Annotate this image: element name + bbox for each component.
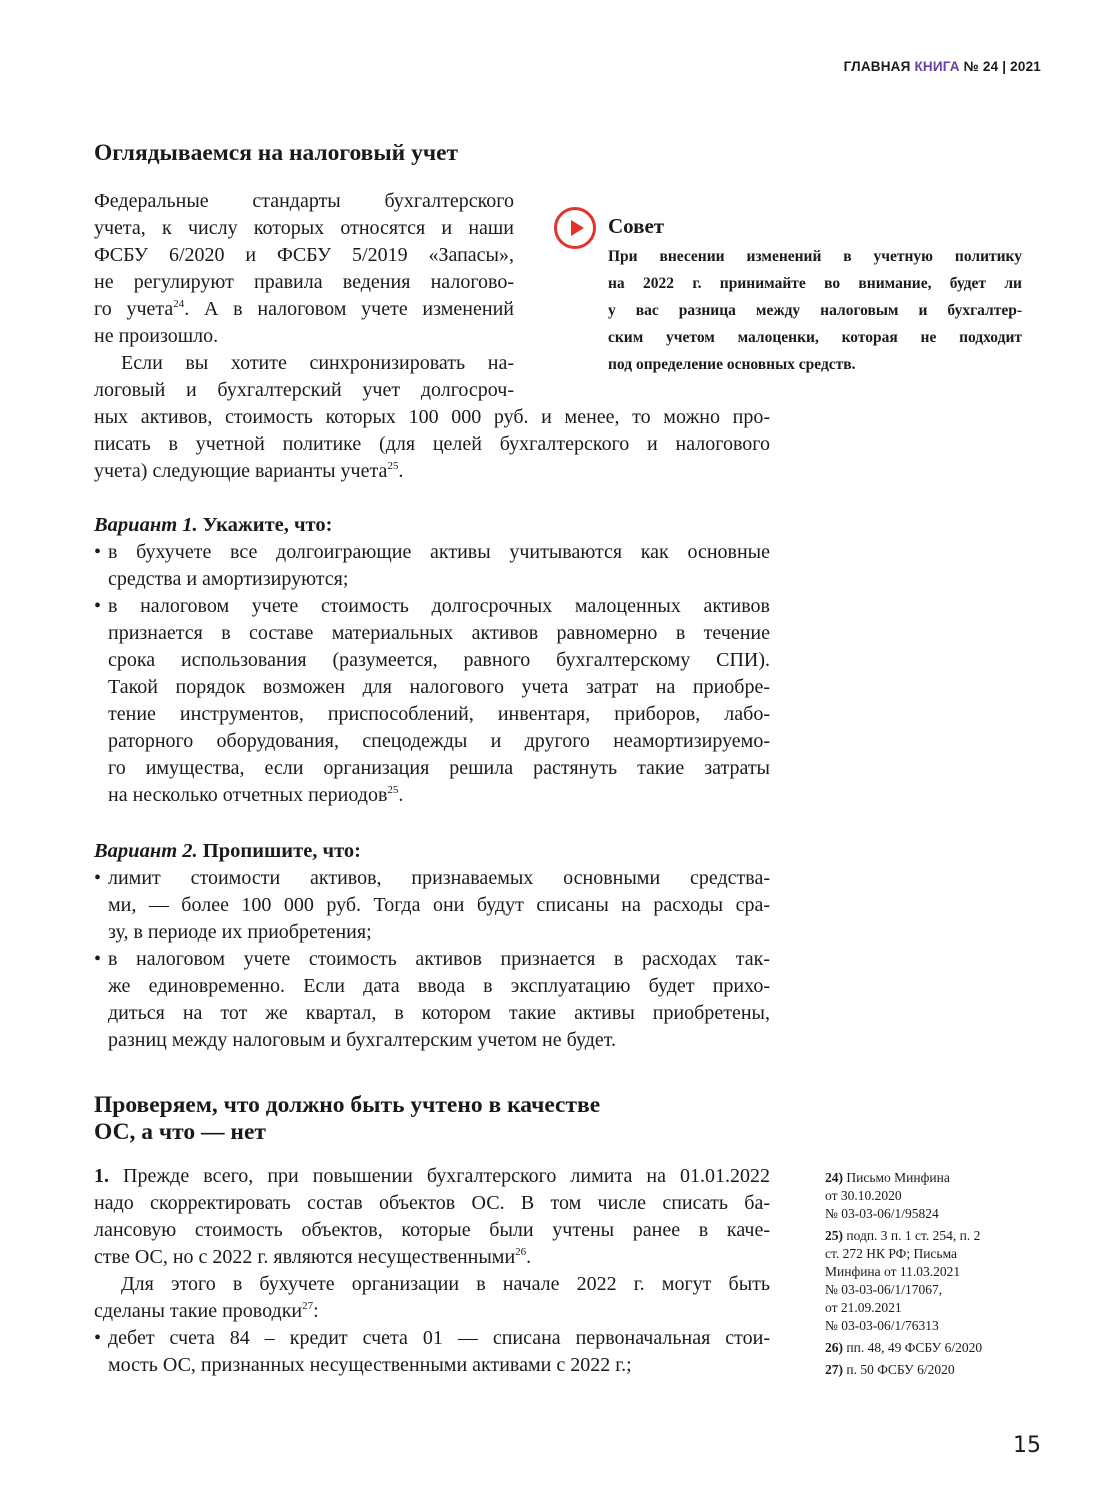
text-line: зу, в периоде их приобретения; <box>108 921 372 943</box>
footnote-line <box>825 1187 1045 1205</box>
text-line: ных активов, стоимость которых 100 000 руб. и менее, то можно про- <box>94 406 770 428</box>
text-line: не регулируют правила ведения налогово- <box>94 271 514 293</box>
bold-text: 1. <box>94 1165 109 1187</box>
heading-line: Проверяем, что должно быть учтено в качестве <box>94 1092 601 1118</box>
text-segment: : <box>313 1300 319 1322</box>
tip-line: у вас разница между налоговым и бухгалтер- <box>608 302 1022 319</box>
tip-line: на 2022 г. принимайте во внимание, будет ли <box>608 275 1022 292</box>
intro-text-wide <box>94 404 770 485</box>
text-line: ми, — более 100 000 руб. Тогда они будут списаны на расходы сра- <box>108 894 770 916</box>
text-line: учета, к числу которых относятся и наши <box>94 217 514 239</box>
footnote-line <box>825 1169 1045 1187</box>
text-line: писать в учетной политике (для целей бухгалтерского и налогового <box>94 433 770 455</box>
bold-text: Пропишите, что: <box>197 840 361 862</box>
text-line: лансовую стоимость объектов, которые были учтены ранее в каче- <box>94 1219 770 1241</box>
text-line: не произошло. <box>94 325 219 347</box>
footnote-text: п. 50 ФСБУ 6/2020 <box>846 1362 955 1377</box>
running-header <box>844 59 1041 74</box>
footnote-ref: 25 <box>387 460 399 472</box>
footnote-text: Минфина от 11.03.2021 <box>825 1264 961 1279</box>
footnote <box>825 1169 1045 1223</box>
footnote-number: 24) <box>825 1170 843 1185</box>
text-line: • дебет счета 84 – кредит счета 01 — списана первоначальная стои- <box>108 1327 770 1349</box>
text-line: же единовременно. Если дата ввода в эксплуатацию будет прихо- <box>108 975 770 997</box>
bullet-item <box>94 946 770 1054</box>
footnote-line <box>825 1281 1045 1299</box>
text-line <box>94 1298 770 1325</box>
text-segment: стве ОС, но с 2022 г. являются несущественными <box>94 1246 516 1268</box>
footnote-text: Письмо Минфина <box>846 1170 950 1185</box>
text-segment: . <box>398 460 404 482</box>
tip-line: ским учетом малоценки, которая не подходит <box>608 329 1022 346</box>
text-line <box>108 782 770 809</box>
variant-1 <box>94 512 770 809</box>
tip-line: под определение основных средств. <box>608 356 856 373</box>
section-heading-tax-accounting: Оглядываемся на налоговый учет <box>94 140 459 166</box>
intro-text <box>94 188 514 404</box>
footnote-text: ст. 272 НК РФ; Письма <box>825 1246 958 1261</box>
footnote-text: № 03-03-06/1/76313 <box>825 1318 939 1333</box>
text-line <box>94 296 514 323</box>
italic-text: Вариант 1. <box>94 514 198 536</box>
text-segment: сделаны такие проводки <box>94 1300 303 1322</box>
tip-line: При внесении изменений в учетную политику <box>608 248 1022 265</box>
tip-body <box>608 243 1022 378</box>
text-line: Для этого в бухучете организации в начале 2022 г. могут быть <box>121 1273 770 1295</box>
text-segment: учета) следующие варианты учета <box>94 460 388 482</box>
bullet-item <box>94 865 770 946</box>
footnote-line <box>825 1339 1045 1357</box>
text-line: ФСБУ 6/2020 и ФСБУ 5/2019 «Запасы», <box>94 244 514 266</box>
footnote <box>825 1227 1045 1335</box>
bullet-item <box>94 539 770 593</box>
footnote <box>825 1339 1045 1357</box>
text-line: го имущества, если организация решила растянуть такие затраты <box>108 757 770 779</box>
text-line: • в налоговом учете стоимость долгосрочных малоценных активов <box>108 595 770 617</box>
section2-body <box>94 1163 770 1379</box>
footnote-ref: 24 <box>173 298 185 310</box>
text-line: надо скорректировать состав объектов ОС. В том числе списать ба- <box>94 1192 770 1214</box>
footnote-line <box>825 1245 1045 1263</box>
text-line: мость ОС, признанных несущественными активами с 2022 г.; <box>108 1354 632 1376</box>
brand-name-part1: ГЛАВНАЯ <box>843 59 911 74</box>
text-line: диться на тот же квартал, в котором такие активы приобретены, <box>108 1002 770 1024</box>
variant-heading <box>94 838 770 865</box>
footnote-line <box>825 1361 1045 1379</box>
text-line: логовый и бухгалтерский учет долгосроч- <box>94 379 514 401</box>
footnote-text: № 03-03-06/1/95824 <box>825 1206 939 1221</box>
text-line: Федеральные стандарты бухгалтерского <box>94 190 514 212</box>
text-line <box>94 1163 770 1190</box>
paragraph <box>94 350 514 404</box>
text-segment: . <box>398 784 404 806</box>
footnote-line <box>825 1205 1045 1223</box>
footnote-number: 26) <box>825 1340 843 1355</box>
brand-name-part2: КНИГА <box>914 59 960 74</box>
footnote-ref: 26 <box>515 1246 527 1258</box>
footnote-text: от 30.10.2020 <box>825 1188 902 1203</box>
text-line: признается в составе материальных активов равномерно в течение <box>108 622 770 644</box>
text-line: Если вы хотите синхронизировать на- <box>121 352 514 374</box>
text-segment: Прежде всего, при повышении бухгалтерского лимита на 01.01.2022 <box>109 1165 770 1187</box>
paragraph <box>94 188 514 350</box>
footnote-text: от 21.09.2021 <box>825 1300 902 1315</box>
issue-number: № 24 | 2021 <box>963 59 1041 74</box>
text-segment: . А в налоговом учете изменений <box>184 298 514 320</box>
bullet-item <box>94 1325 770 1379</box>
footnote-text: подп. 3 п. 1 ст. 254, п. 2 <box>846 1228 981 1243</box>
page-number: 15 <box>1013 1433 1041 1458</box>
text-line <box>94 458 770 485</box>
footnotes <box>825 1169 1045 1383</box>
text-line: • в бухучете все долгоиграющие активы учитываются как основные <box>108 541 770 563</box>
section-heading-fixed-assets <box>94 1092 600 1146</box>
text-line: раторного оборудования, спецодежды и другого неамортизируемо- <box>108 730 770 752</box>
paragraph <box>94 404 770 485</box>
italic-text: Вариант 2. <box>94 840 198 862</box>
footnote-text: № 03-03-06/1/17067, <box>825 1282 943 1297</box>
tip-title: Совет <box>608 214 665 238</box>
play-circle-icon <box>554 207 596 249</box>
footnote-ref: 25 <box>387 784 399 796</box>
text-line: средства и амортизируются; <box>108 568 349 590</box>
footnote-line <box>825 1299 1045 1317</box>
footnote-line <box>825 1227 1045 1245</box>
text-line: разниц между налоговым и бухгалтерским учетом не будет. <box>108 1029 617 1051</box>
text-segment: го учета <box>94 298 174 320</box>
text-line: Такой порядок возможен для налогового учета затрат на приобре- <box>108 676 770 698</box>
text-line: тение инструментов, приспособлений, инвентаря, приборов, лабо- <box>108 703 770 725</box>
bold-text: Укажите, что: <box>197 514 333 536</box>
footnote-number: 27) <box>825 1362 843 1377</box>
text-line: срока использования (разумеется, равного бухгалтерскому СПИ). <box>108 649 770 671</box>
text-line: • лимит стоимости активов, признаваемых основными средства- <box>108 867 770 889</box>
paragraph <box>94 1163 770 1271</box>
bullet-item <box>94 593 770 809</box>
footnote-ref: 27 <box>302 1300 314 1312</box>
text-line <box>94 1244 770 1271</box>
footnote-number: 25) <box>825 1228 843 1243</box>
footnote-line <box>825 1317 1045 1335</box>
paragraph <box>94 1271 770 1325</box>
text-segment: на несколько отчетных периодов <box>108 784 388 806</box>
text-segment: . <box>526 1246 532 1268</box>
heading-line: ОС, а что — нет <box>94 1119 266 1145</box>
footnote <box>825 1361 1045 1379</box>
variant-heading <box>94 512 770 539</box>
variant-2 <box>94 838 770 1054</box>
text-line: • в налоговом учете стоимость активов признается в расходах так- <box>108 948 770 970</box>
footnote-text: пп. 48, 49 ФСБУ 6/2020 <box>846 1340 983 1355</box>
footnote-line <box>825 1263 1045 1281</box>
